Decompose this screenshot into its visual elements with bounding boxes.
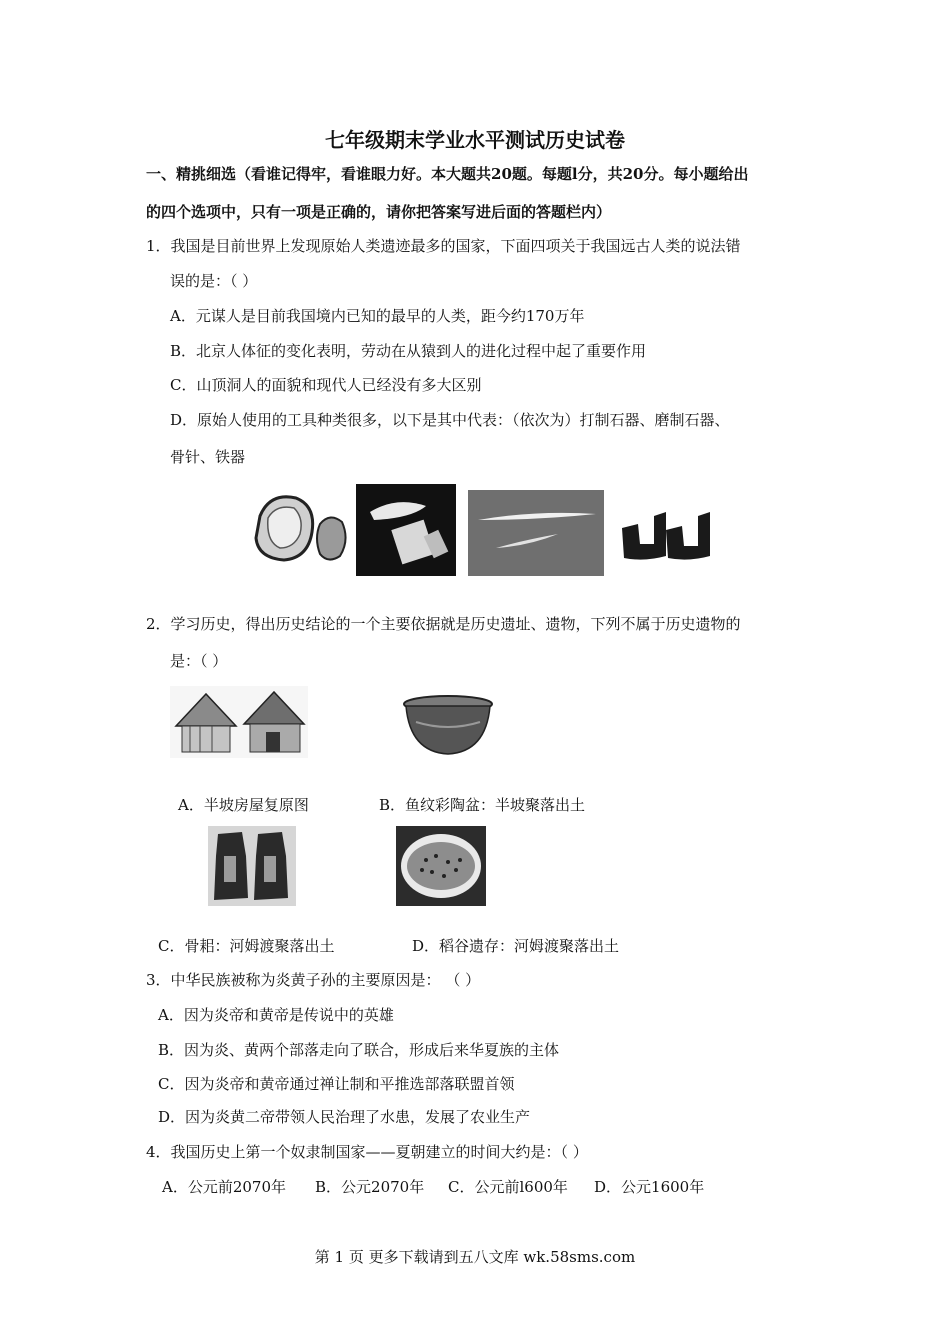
chipped-stone-tool-image	[250, 478, 350, 578]
q3-option-d: D．因为炎黄二帝带领人民治理了水患，发展了农业生产	[158, 1108, 531, 1126]
q1-tools-image	[250, 478, 720, 578]
q3-option-b: B．因为炎、黄两个部落走向了联合，形成后来华夏族的主体	[158, 1041, 560, 1059]
q2-stem-line1: 2．学习历史，得出历史结论的一个主要依据就是历史遗址、遗物，下列不属于历史遗物的	[146, 615, 741, 633]
banpo-house-image	[170, 686, 308, 758]
bone-si-image	[208, 826, 296, 906]
q3-stem: 3．中华民族被称为炎黄子孙的主要原因是： （ ）	[146, 971, 481, 989]
iron-tool-image	[614, 494, 714, 574]
q4-option-b: B．公元2070年	[315, 1178, 425, 1196]
q1-stem-line1: 1．我国是目前世界上发现原始人类遗迹最多的国家，下面四项关于我国远古人类的说法错	[146, 237, 741, 255]
q1-option-a: A．元谋人是目前我国境内已知的最早的人类，距今约170万年	[170, 307, 585, 325]
q1-option-d-line1: D．原始人使用的工具种类很多，以下是其中代表：（依次为）打制石器、磨制石器、	[170, 411, 730, 429]
q1-option-c: C．山顶洞人的面貌和现代人已经没有多大区别	[170, 376, 482, 394]
q4-option-a: A．公元前2070年	[162, 1178, 287, 1196]
section-heading-line2: 的四个选项中，只有一项是正确的，请你把答案写进后面的答题栏内）	[146, 203, 612, 221]
q4-option-d: D．公元1600年	[594, 1178, 705, 1196]
fish-pattern-basin-image	[400, 692, 496, 758]
q1-stem-line2: 误的是：（ ）	[170, 272, 258, 290]
q4-stem: 4．我国历史上第一个奴隶制国家——夏朝建立的时间大约是：（ ）	[146, 1143, 588, 1161]
q1-option-b: B．北京人体征的变化表明，劳动在从猿到人的进化过程中起了重要作用	[170, 342, 647, 360]
q3-option-a: A．因为炎帝和黄帝是传说中的英雄	[158, 1006, 394, 1024]
q2-option-a: A．半坡房屋复原图	[178, 796, 309, 814]
rice-remains-image	[396, 826, 486, 906]
polished-stone-tool-image	[356, 484, 456, 576]
q3-option-c: C．因为炎帝和黄帝通过禅让制和平推选部落联盟首领	[158, 1075, 515, 1093]
q2-option-c: C．骨耜：河姆渡聚落出土	[158, 937, 335, 955]
page-footer: 第 1 页 更多下载请到五八文库 wk.58sms.com	[314, 1248, 636, 1266]
section-heading-line1: 一、精挑细选（看谁记得牢，看谁眼力好。本大题共20题。每题l分，共20分。每小题给出	[146, 165, 749, 183]
q2-option-d: D．稻谷遗存：河姆渡聚落出土	[412, 937, 620, 955]
q2-stem-line2: 是：（ ）	[170, 652, 228, 670]
bone-needle-image	[468, 490, 604, 576]
q1-option-d-line2: 骨针、铁器	[170, 448, 246, 466]
q2-option-b: B．鱼纹彩陶盆：半坡聚落出土	[379, 796, 586, 814]
q4-option-c: C．公元前l600年	[448, 1178, 568, 1196]
page-title: 七年级期末学业水平测试历史试卷	[325, 128, 625, 152]
